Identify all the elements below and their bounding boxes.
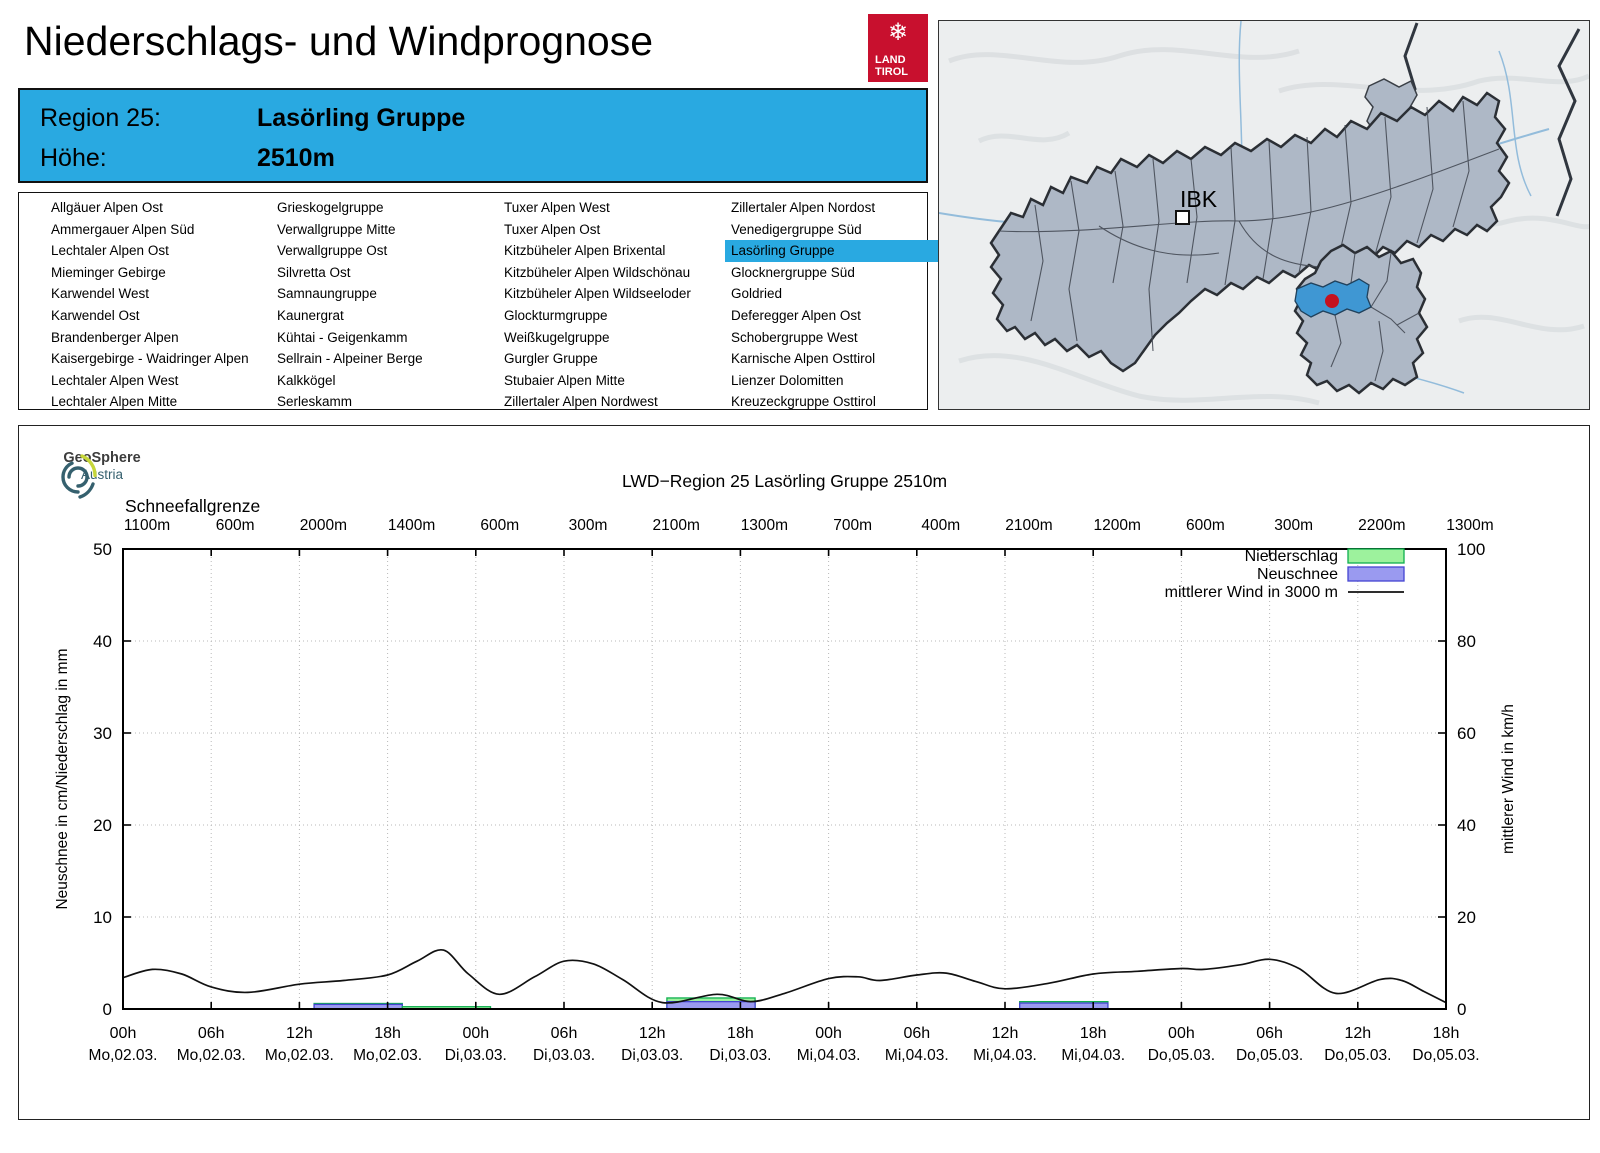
region-list-item[interactable]: Kühtai - Geigenkamm [277,329,408,345]
page-title: Niederschlags- und Windprognose [24,18,654,64]
y-left-tick-label: 30 [93,724,112,743]
x-tick-date-label: Mi,04.03. [884,1047,949,1064]
y-left-tick-label: 0 [102,1000,112,1019]
chart-legend [1165,548,1404,601]
region-list-item[interactable]: Lechtaler Alpen West [51,372,179,388]
x-tick-time-label: 00h [1168,1025,1195,1042]
x-tick-time-label: 18h [374,1025,401,1042]
x-tick-date-label: Mo,02.03. [264,1047,334,1064]
snowline-value: 2100m [1005,517,1053,534]
snowline-value: 400m [921,517,961,534]
region-list-item[interactable]: Weißkugelgruppe [504,329,610,345]
region-list-item[interactable]: Brandenberger Alpen [51,329,179,345]
elevation-value: 2510m [256,144,335,172]
x-tick-date-label: Di,03.03. [444,1047,507,1064]
logo-text-tirol: TIROL [875,66,908,78]
legend-label: mittlerer Wind in 3000 m [1164,584,1338,601]
y-right-axis-title: mittlerer Wind in km/h [1500,704,1517,854]
region-column-2 [277,197,500,413]
x-tick-time-label: 12h [991,1025,1019,1042]
precip-snow-bars [314,998,1108,1009]
region-list-item[interactable]: Ammergauer Alpen Süd [51,221,195,237]
axis-tick-marks [123,549,1446,1009]
x-tick-date-label: Do,05.03. [1324,1047,1392,1064]
x-tick-time-label: 06h [550,1025,578,1042]
land-tirol-logo [868,14,928,82]
snowline-value: 600m [215,517,255,534]
region-column-3 [504,197,727,413]
y-right-tick-label: 0 [1457,1000,1467,1019]
region-list-item[interactable]: Kalkkögel [277,372,336,388]
y-left-tick-label: 40 [93,632,112,651]
snowline-value: 1400m [387,517,436,534]
snowline-value: 300m [568,517,608,534]
x-tick-date-label: Do,05.03. [1147,1047,1216,1064]
region-list-item[interactable]: Glockturmgruppe [504,307,608,323]
snowline-value: 600m [1186,517,1225,534]
legend-swatch-neuschnee [1348,567,1404,581]
legend-label: Niederschlag [1244,548,1338,565]
region-list-item[interactable]: Zillertaler Alpen Nordwest [504,394,658,410]
x-tick-time-label: 18h [1079,1025,1107,1042]
grid-lines [123,549,1446,1009]
region-list-item[interactable]: Verwallgruppe Mitte [277,221,396,237]
region-list-item[interactable]: Gurgler Gruppe [504,351,598,367]
wind-line [123,950,1446,1003]
x-tick-time-label: 00h [462,1025,490,1042]
chart-title: LWD−Region 25 Lasörling Gruppe 2510m [621,471,948,491]
y-right-tick-label: 80 [1457,632,1476,651]
region-list-item[interactable]: Silvretta Ost [277,264,351,280]
snowline-value: 2100m [652,517,700,534]
region-list-item[interactable]: Deferegger Alpen Ost [731,307,861,323]
region-list-item[interactable]: Grieskogelgruppe [277,200,384,215]
snowline-value: 1200m [1093,517,1141,534]
snowline-value: 1300m [740,517,789,534]
x-tick-date-label: Mo,02.03. [88,1047,158,1064]
x-tick-date-label: Di,03.03. [532,1047,596,1064]
y-right-tick-label: 20 [1457,908,1476,927]
x-tick-date-label: Mo,02.03. [353,1047,423,1064]
x-tick-time-label: 12h [286,1025,313,1042]
region-info-box [18,88,928,183]
snowline-value: 300m [1274,517,1313,534]
legend-label: Neuschnee [1257,566,1338,583]
region-list-item[interactable]: Kitzbüheler Alpen Brixental [504,243,666,259]
geosphere-name: GeoSphere [63,450,141,466]
region-list-item[interactable]: Tuxer Alpen West [504,200,610,215]
snowline-value: 1100m [123,517,171,534]
region-list-item[interactable]: Kitzbüheler Alpen Wildschönau [504,264,691,280]
snowline-value: 600m [480,517,520,534]
x-tick-date-label: Mi,04.03. [796,1047,861,1064]
region-list-item[interactable]: Sellrain - Alpeiner Berge [277,351,423,367]
snowline-value: 700m [833,517,872,534]
y-left-tick-label: 20 [93,816,112,835]
forecast-chart-panel [18,425,1590,1120]
x-tick-date-label: Do,05.03. [1235,1047,1304,1064]
region-list-item[interactable]: Glocknergruppe Süd [731,264,855,280]
snowline-value: 2000m [299,517,348,534]
region-info-row [40,98,926,138]
neuschnee-bar [667,1002,755,1009]
region-list-item[interactable]: Lienzer Dolomitten [731,372,844,388]
snowflake-icon: ❄ [887,19,909,46]
x-tick-time-label: 06h [1256,1025,1283,1042]
region-list-item[interactable]: Kitzbüheler Alpen Wildseeloder [504,286,691,302]
y-left-tick-label: 10 [93,908,112,927]
region-list-item[interactable]: Stubaier Alpen Mitte [504,372,625,388]
region-list-item[interactable]: Karwendel Ost [51,307,140,323]
region-list-item[interactable]: Lechtaler Alpen Ost [51,243,169,259]
tirol-region-map[interactable] [938,20,1590,410]
region-list-item[interactable]: Karnische Alpen Osttirol [731,351,876,367]
x-tick-time-label: 06h [197,1025,225,1042]
region-list-item[interactable]: Karwendel West [51,286,150,302]
region-value: Lasörling Gruppe [256,104,466,132]
region-list-item[interactable]: Zillertaler Alpen Nordost [731,200,876,215]
region-list-item[interactable]: Verwallgruppe Ost [277,243,388,259]
elevation-info-row [40,138,926,178]
x-tick-date-label: Di,03.03. [709,1047,772,1064]
map-svg [939,21,1590,410]
region-list-item[interactable]: Mieminger Gebirge [51,264,166,280]
x-tick-date-label: Di,03.03. [621,1047,684,1064]
region-selector-list [18,192,928,410]
x-tick-date-label: Mo,02.03. [176,1047,246,1064]
region-list-item[interactable]: Kreuzeckgruppe Osttirol [731,394,876,410]
plot-frame [123,549,1446,1009]
region-list-item[interactable]: Tuxer Alpen Ost [504,221,601,237]
selected-region-marker-dot [1325,294,1339,308]
region-column-1 [51,197,273,413]
region-column-4 [731,197,945,413]
region-list-item[interactable]: Goldried [731,286,783,302]
logo-text-land: LAND [875,54,906,66]
region-list-item[interactable]: Kaunergrat [277,307,344,323]
snowline-value: 2200m [1358,517,1406,534]
x-tick-date-label: Mi,04.03. [1061,1047,1126,1064]
x-tick-date-label: Mi,04.03. [973,1047,1037,1064]
region-list-item[interactable]: Lechtaler Alpen Mitte [51,394,178,410]
x-tick-time-label: 00h [109,1025,137,1042]
y-left-axis-title: Neuschnee in cm/Niederschlag in mm [54,648,71,910]
y-right-tick-label: 40 [1457,816,1476,835]
region-list-item[interactable]: Lasörling Gruppe [725,240,945,262]
x-tick-time-label: 18h [727,1025,754,1042]
region-list-item[interactable]: Serleskamm [277,394,353,410]
region-label: Region 25: [40,104,161,132]
ibk-city-label: IBK [1180,186,1218,212]
region-list-item[interactable]: Venedigergruppe Süd [731,221,862,237]
elevation-label: Höhe: [40,144,107,172]
snowline-value: 1300m [1446,517,1494,534]
x-tick-time-label: 18h [1432,1025,1460,1042]
region-list-item[interactable]: Samnaungruppe [277,286,377,302]
ibk-city-square [1176,211,1189,224]
x-tick-date-label: Do,05.03. [1412,1047,1480,1064]
forecast-chart-svg [19,426,1591,1121]
x-tick-time-label: 00h [815,1025,842,1042]
region-list-item[interactable]: Kaisergebirge - Waidringer Alpen [51,351,249,367]
region-list-item[interactable]: Schobergruppe West [731,329,858,345]
x-tick-time-label: 06h [903,1025,931,1042]
region-list-item[interactable]: Allgäuer Alpen Ost [51,200,163,215]
y-right-tick-label: 100 [1457,540,1486,559]
x-tick-time-label: 12h [1344,1025,1372,1042]
legend-swatch-niederschlag [1348,549,1404,563]
y-left-tick-label: 50 [93,540,112,559]
x-tick-time-label: 12h [638,1025,666,1042]
snowline-axis-label: Schneefallgrenze [125,496,261,516]
geosphere-country: Austria [80,467,124,482]
y-right-tick-label: 60 [1457,724,1476,743]
